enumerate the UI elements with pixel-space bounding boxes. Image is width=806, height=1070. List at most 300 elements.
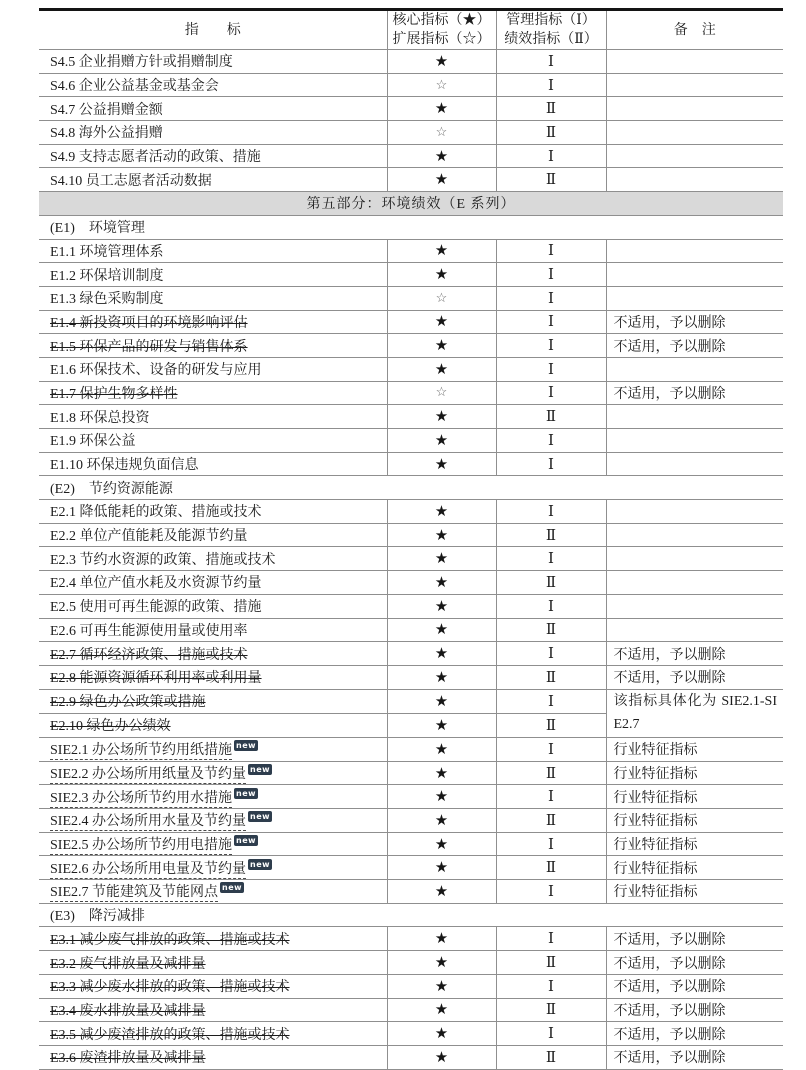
table-row — [39, 429, 783, 453]
indicator-label: E1.3 绿色采购制度 — [50, 292, 164, 308]
core-star-icon: ★ — [434, 1026, 449, 1043]
core-star-icon: ★ — [434, 1049, 449, 1066]
remark-cell — [606, 144, 783, 168]
core-extended-cell — [387, 832, 496, 856]
core-extended-cell — [387, 73, 496, 97]
indicator-cell — [39, 381, 387, 405]
core-star-icon: ★ — [434, 503, 449, 520]
core-star-icon: ★ — [434, 267, 449, 284]
col-header-remark — [606, 10, 783, 50]
management-performance-cell: Ⅰ — [496, 357, 606, 381]
core-star-icon: ★ — [434, 1002, 449, 1019]
indicator-cell — [39, 594, 387, 618]
core-star-icon: ★ — [434, 765, 449, 782]
indicator-label: SIE2.7 节能建筑及节能网点 — [50, 885, 218, 901]
remark-cell — [606, 429, 783, 453]
table-row — [39, 951, 783, 975]
indicator-label: E1.4 新投资项目的环境影响评估 — [50, 315, 248, 331]
indicator-cell — [39, 832, 387, 856]
core-star-icon: ★ — [434, 931, 449, 948]
management-performance-cell: Ⅱ — [496, 951, 606, 975]
management-performance-cell: Ⅰ — [496, 452, 606, 476]
core-extended-cell — [387, 547, 496, 571]
subsection-row — [39, 903, 783, 927]
core-extended-cell — [387, 429, 496, 453]
indicator-cell — [39, 737, 387, 761]
core-star-icon: ★ — [434, 883, 449, 900]
core-extended-cell — [387, 618, 496, 642]
core-star-icon: ★ — [434, 741, 449, 758]
extended-star-icon: ☆ — [435, 384, 448, 400]
core-star-icon: ★ — [434, 860, 449, 877]
section-header-row — [39, 192, 783, 216]
indicator-label: S4.7 公益捐赠金额 — [50, 102, 163, 118]
core-extended-cell — [387, 452, 496, 476]
indicator-label: SIE2.6 办公场所用电量及节约量 — [50, 861, 246, 877]
indicator-label: E3.1 减少废气排放的政策、措施或技术 — [50, 932, 290, 948]
new-badge: new — [236, 836, 257, 846]
remark-cell: 不适用，予以删除 — [606, 951, 783, 975]
core-extended-cell — [387, 689, 496, 713]
new-badge: new — [236, 741, 257, 751]
indicator-label: E1.7 保护生物多样性 — [50, 386, 178, 402]
indicator-cell — [39, 642, 387, 666]
extended-star-icon: ☆ — [435, 289, 448, 305]
table-row — [39, 618, 783, 642]
core-extended-cell — [387, 571, 496, 595]
table-row — [39, 998, 783, 1022]
indicator-cell — [39, 263, 387, 287]
management-performance-cell: Ⅱ — [496, 998, 606, 1022]
indicator-cell — [39, 121, 387, 145]
core-star-icon: ★ — [434, 717, 449, 734]
core-star-icon: ★ — [434, 836, 449, 853]
management-performance-cell: Ⅰ — [496, 737, 606, 761]
core-extended-cell — [387, 97, 496, 121]
table-row — [39, 452, 783, 476]
indicator-table — [39, 8, 783, 1070]
new-badge: new — [222, 883, 243, 893]
core-extended-cell — [387, 357, 496, 381]
indicator-label: S4.6 企业公益基金或基金会 — [50, 79, 219, 95]
new-badge: new — [250, 765, 271, 774]
indicator-label: E1.10 环保违规负面信息 — [50, 458, 199, 474]
table-row — [39, 547, 783, 571]
col-header-indicator-label: 指 标 — [184, 22, 241, 38]
management-performance-cell: Ⅱ — [496, 665, 606, 689]
table-row — [39, 286, 783, 310]
core-star-icon: ★ — [434, 53, 449, 70]
management-performance-cell: Ⅱ — [496, 1045, 606, 1069]
remark-cell — [606, 500, 783, 524]
remark-cell — [606, 594, 783, 618]
remark-cell: 不适用，予以删除 — [606, 381, 783, 405]
management-performance-cell: Ⅰ — [496, 642, 606, 666]
core-star-icon: ★ — [434, 409, 449, 426]
remark-cell: 不适用，予以删除 — [606, 1045, 783, 1069]
core-extended-cell — [387, 286, 496, 310]
management-performance-cell: Ⅰ — [496, 880, 606, 904]
remark-cell: 该指标具体化为 SIE2.1-SIE2.7 — [606, 689, 783, 737]
core-star-icon: ★ — [434, 551, 449, 568]
indicator-cell — [39, 785, 387, 809]
indicator-label: E2.9 绿色办公政策或措施 — [50, 695, 206, 711]
indicator-cell — [39, 547, 387, 571]
indicator-cell — [39, 286, 387, 310]
indicator-label: E3.3 减少废水排放的政策、措施或技术 — [50, 980, 290, 996]
subsection-label: (E1) 环境管理 — [39, 215, 783, 239]
core-extended-cell — [387, 239, 496, 263]
core-extended-cell — [387, 713, 496, 737]
indicator-cell — [39, 761, 387, 785]
table-row — [39, 665, 783, 689]
table-row — [39, 927, 783, 951]
table-row — [39, 310, 783, 334]
table-row — [39, 809, 783, 833]
indicator-label: E2.1 降低能耗的政策、措施或技术 — [50, 505, 262, 521]
management-performance-cell: Ⅰ — [496, 334, 606, 358]
table-row — [39, 239, 783, 263]
indicator-label: E1.9 环保公益 — [50, 434, 136, 450]
core-star-icon: ★ — [434, 148, 449, 165]
table-row — [39, 571, 783, 595]
table-row — [39, 168, 783, 192]
table-row — [39, 856, 783, 880]
new-badge: new — [250, 859, 271, 869]
subsection-row — [39, 215, 783, 239]
remark-cell — [606, 405, 783, 429]
indicator-cell — [39, 974, 387, 998]
core-star-icon: ★ — [434, 456, 449, 473]
indicator-cell — [39, 452, 387, 476]
indicator-label: S4.8 海外公益捐赠 — [50, 126, 163, 142]
document-page — [39, 8, 783, 1070]
remark-cell — [606, 618, 783, 642]
table-row — [39, 334, 783, 358]
management-performance-cell: Ⅱ — [496, 97, 606, 121]
performance-indicator-header-line: 绩效指标（Ⅱ） — [504, 32, 598, 47]
table-row — [39, 689, 783, 713]
core-extended-cell — [387, 785, 496, 809]
indicator-label: E1.8 环保总投资 — [50, 410, 150, 426]
management-performance-cell: Ⅱ — [496, 571, 606, 595]
table-row — [39, 121, 783, 145]
indicator-label: S4.9 支持志愿者活动的政策、措施 — [50, 150, 261, 166]
table-row — [39, 500, 783, 524]
indicator-label: SIE2.2 办公场所用纸量及节约量 — [50, 767, 246, 782]
management-performance-cell: Ⅰ — [496, 429, 606, 453]
indicator-cell — [39, 239, 387, 263]
indicator-label: E1.2 环保培训制度 — [50, 268, 164, 284]
table-body — [39, 50, 783, 1070]
management-performance-cell: Ⅰ — [496, 381, 606, 405]
indicator-label: E1.1 环境管理体系 — [50, 244, 164, 260]
subsection-label: (E3) 降污减排 — [39, 903, 783, 927]
core-extended-cell — [387, 523, 496, 547]
management-performance-cell: Ⅰ — [496, 594, 606, 618]
core-extended-cell — [387, 665, 496, 689]
core-extended-cell — [387, 50, 496, 74]
indicator-label: SIE2.5 办公场所节约用电措施 — [50, 838, 232, 854]
table-row — [39, 381, 783, 405]
indicator-label: SIE2.1 办公场所节约用纸措施 — [50, 743, 232, 759]
core-extended-cell — [387, 880, 496, 904]
core-extended-cell — [387, 642, 496, 666]
management-performance-cell: Ⅰ — [496, 689, 606, 713]
core-star-icon: ★ — [434, 314, 449, 331]
core-extended-cell — [387, 144, 496, 168]
table-row — [39, 73, 783, 97]
management-performance-cell: Ⅱ — [496, 523, 606, 547]
table-row — [39, 785, 783, 809]
indicator-cell — [39, 144, 387, 168]
core-extended-cell — [387, 1045, 496, 1069]
core-star-icon: ★ — [434, 622, 449, 639]
remark-cell: 不适用，予以删除 — [606, 998, 783, 1022]
management-performance-cell: Ⅰ — [496, 144, 606, 168]
management-performance-cell: Ⅰ — [496, 310, 606, 334]
remark-cell: 不适用，予以删除 — [606, 334, 783, 358]
core-star-icon: ★ — [434, 693, 449, 710]
indicator-cell — [39, 665, 387, 689]
core-star-icon: ★ — [434, 598, 449, 615]
subsection-label: (E2) 节约资源能源 — [39, 476, 783, 500]
management-performance-cell: Ⅰ — [496, 286, 606, 310]
remark-cell: 不适用，予以删除 — [606, 665, 783, 689]
remark-cell — [606, 73, 783, 97]
core-indicator-header-line: 核心指标（★） — [392, 13, 491, 28]
indicator-cell — [39, 713, 387, 737]
remark-cell: 行业特征指标 — [606, 737, 783, 761]
core-star-icon: ★ — [434, 812, 449, 829]
core-extended-cell — [387, 594, 496, 618]
core-star-icon: ★ — [434, 955, 449, 971]
indicator-label: E2.10 绿色办公绩效 — [50, 719, 171, 735]
core-extended-cell — [387, 737, 496, 761]
table-row — [39, 642, 783, 666]
core-extended-cell — [387, 856, 496, 880]
core-star-icon: ★ — [434, 101, 449, 118]
management-performance-cell: Ⅱ — [496, 405, 606, 429]
core-extended-cell — [387, 998, 496, 1022]
indicator-cell — [39, 523, 387, 547]
indicator-label: E2.6 可再生能源使用量或使用率 — [50, 623, 248, 639]
remark-cell — [606, 97, 783, 121]
indicator-label: E1.6 环保技术、设备的研发与应用 — [50, 363, 262, 379]
remark-cell: 不适用，予以删除 — [606, 974, 783, 998]
core-extended-cell — [387, 310, 496, 334]
core-extended-cell — [387, 500, 496, 524]
core-star-icon: ★ — [434, 646, 449, 663]
indicator-cell — [39, 405, 387, 429]
remark-cell: 不适用，予以删除 — [606, 1022, 783, 1046]
management-performance-cell: Ⅱ — [496, 856, 606, 880]
management-performance-cell: Ⅰ — [496, 73, 606, 97]
core-extended-cell — [387, 263, 496, 287]
management-performance-cell: Ⅱ — [496, 121, 606, 145]
core-star-icon: ★ — [434, 978, 449, 995]
management-performance-cell: Ⅱ — [496, 618, 606, 642]
core-extended-cell — [387, 974, 496, 998]
indicator-label: E2.2 单位产值能耗及能源节约量 — [50, 529, 248, 545]
management-performance-cell: Ⅰ — [496, 1022, 606, 1046]
col-header-indicator — [39, 10, 387, 50]
remark-cell — [606, 263, 783, 287]
core-star-icon: ★ — [434, 432, 449, 449]
remark-cell — [606, 452, 783, 476]
new-badge: new — [236, 788, 257, 798]
table-row — [39, 144, 783, 168]
table-row — [39, 1022, 783, 1046]
indicator-label: E1.5 环保产品的研发与销售体系 — [50, 339, 248, 355]
remark-cell: 不适用，予以删除 — [606, 642, 783, 666]
management-performance-cell: Ⅰ — [496, 263, 606, 287]
management-indicator-header-line: 管理指标（Ⅰ） — [506, 13, 596, 28]
table-row — [39, 97, 783, 121]
indicator-cell — [39, 880, 387, 904]
indicator-cell — [39, 618, 387, 642]
table-row — [39, 832, 783, 856]
indicator-cell — [39, 500, 387, 524]
remark-cell: 不适用，予以删除 — [606, 310, 783, 334]
remark-cell — [606, 121, 783, 145]
subsection-row — [39, 476, 783, 500]
core-extended-cell — [387, 761, 496, 785]
indicator-cell — [39, 310, 387, 334]
col-header-management-performance — [496, 10, 606, 50]
indicator-cell — [39, 357, 387, 381]
core-extended-cell — [387, 927, 496, 951]
remark-cell: 行业特征指标 — [606, 856, 783, 880]
core-star-icon: ★ — [434, 789, 449, 806]
indicator-cell — [39, 1045, 387, 1069]
indicator-label: E2.7 循环经济政策、措施或技术 — [50, 647, 248, 663]
indicator-label: S4.5 企业捐赠方针或捐赠制度 — [50, 55, 233, 71]
management-performance-cell: Ⅰ — [496, 50, 606, 74]
indicator-label: S4.10 员工志愿者活动数据 — [50, 173, 212, 189]
remark-cell — [606, 547, 783, 571]
core-star-icon: ★ — [434, 361, 449, 378]
core-extended-cell — [387, 168, 496, 192]
indicator-label: E2.5 使用可再生能源的政策、措施 — [50, 600, 262, 616]
remark-cell: 行业特征指标 — [606, 832, 783, 856]
remark-cell: 行业特征指标 — [606, 880, 783, 904]
core-extended-cell — [387, 809, 496, 833]
extended-star-icon: ☆ — [435, 123, 448, 139]
table-row — [39, 50, 783, 74]
indicator-label: SIE2.4 办公场所用水量及节约量 — [50, 814, 246, 830]
core-extended-cell — [387, 951, 496, 975]
remark-cell: 行业特征指标 — [606, 785, 783, 809]
indicator-cell — [39, 168, 387, 192]
table-row — [39, 761, 783, 785]
core-star-icon: ★ — [434, 243, 449, 260]
management-performance-cell: Ⅰ — [496, 785, 606, 809]
indicator-cell — [39, 50, 387, 74]
core-extended-cell — [387, 381, 496, 405]
remark-cell: 行业特征指标 — [606, 761, 783, 785]
management-performance-cell: Ⅱ — [496, 761, 606, 785]
remark-cell: 不适用，予以删除 — [606, 927, 783, 951]
indicator-cell — [39, 856, 387, 880]
core-star-icon: ★ — [434, 172, 449, 189]
remark-cell — [606, 239, 783, 263]
management-performance-cell: Ⅰ — [496, 832, 606, 856]
indicator-cell — [39, 571, 387, 595]
indicator-cell — [39, 927, 387, 951]
table-row — [39, 405, 783, 429]
management-performance-cell: Ⅱ — [496, 713, 606, 737]
extended-indicator-header-line: 扩展指标（☆） — [392, 32, 491, 47]
remark-cell — [606, 357, 783, 381]
indicator-label: SIE2.3 办公场所节约用水措施 — [50, 790, 232, 806]
core-star-icon: ★ — [434, 574, 449, 591]
management-performance-cell: Ⅰ — [496, 547, 606, 571]
table-row — [39, 1045, 783, 1069]
management-performance-cell: Ⅰ — [496, 974, 606, 998]
remark-cell — [606, 523, 783, 547]
remark-cell — [606, 571, 783, 595]
management-performance-cell: Ⅱ — [496, 809, 606, 833]
table-row — [39, 974, 783, 998]
indicator-cell — [39, 97, 387, 121]
remark-cell: 行业特征指标 — [606, 809, 783, 833]
table-header-row — [39, 10, 783, 50]
core-extended-cell — [387, 405, 496, 429]
table-row — [39, 880, 783, 904]
management-performance-cell: Ⅰ — [496, 927, 606, 951]
management-performance-cell: Ⅱ — [496, 168, 606, 192]
col-header-remark-label: 备 注 — [673, 22, 716, 38]
indicator-cell — [39, 73, 387, 97]
core-star-icon: ★ — [434, 669, 449, 686]
management-performance-cell: Ⅰ — [496, 239, 606, 263]
indicator-cell — [39, 689, 387, 713]
indicator-label: E2.3 节约水资源的政策、措施或技术 — [50, 552, 276, 568]
indicator-label: E3.5 减少废渣排放的政策、措施或技术 — [50, 1027, 290, 1043]
core-star-icon: ★ — [434, 338, 449, 355]
core-extended-cell — [387, 121, 496, 145]
table-row — [39, 594, 783, 618]
table-row — [39, 263, 783, 287]
new-badge: new — [250, 812, 271, 822]
indicator-cell — [39, 809, 387, 833]
section-header-label: 第五部分：环境绩效（E 系列） — [39, 192, 783, 216]
core-extended-cell — [387, 1022, 496, 1046]
col-header-core-extended — [387, 10, 496, 50]
indicator-label: E2.4 单位产值水耗及水资源节约量 — [50, 576, 262, 592]
indicator-cell — [39, 998, 387, 1022]
table-row — [39, 523, 783, 547]
indicator-cell — [39, 334, 387, 358]
core-extended-cell — [387, 334, 496, 358]
extended-star-icon: ☆ — [435, 76, 448, 92]
remark-cell — [606, 286, 783, 310]
indicator-label: E3.4 废水排放量及减排量 — [50, 1003, 206, 1019]
indicator-cell — [39, 1022, 387, 1046]
indicator-cell — [39, 951, 387, 975]
core-star-icon: ★ — [434, 527, 449, 544]
indicator-label: E3.2 废气排放量及减排量 — [50, 956, 206, 972]
indicator-cell — [39, 429, 387, 453]
remark-cell — [606, 50, 783, 74]
remark-cell — [606, 168, 783, 192]
table-row — [39, 737, 783, 761]
management-performance-cell: Ⅰ — [496, 500, 606, 524]
table-row — [39, 357, 783, 381]
indicator-label: E3.6 废渣排放量及减排量 — [50, 1051, 206, 1067]
indicator-label: E2.8 能源资源循环利用率或利用量 — [50, 671, 262, 687]
